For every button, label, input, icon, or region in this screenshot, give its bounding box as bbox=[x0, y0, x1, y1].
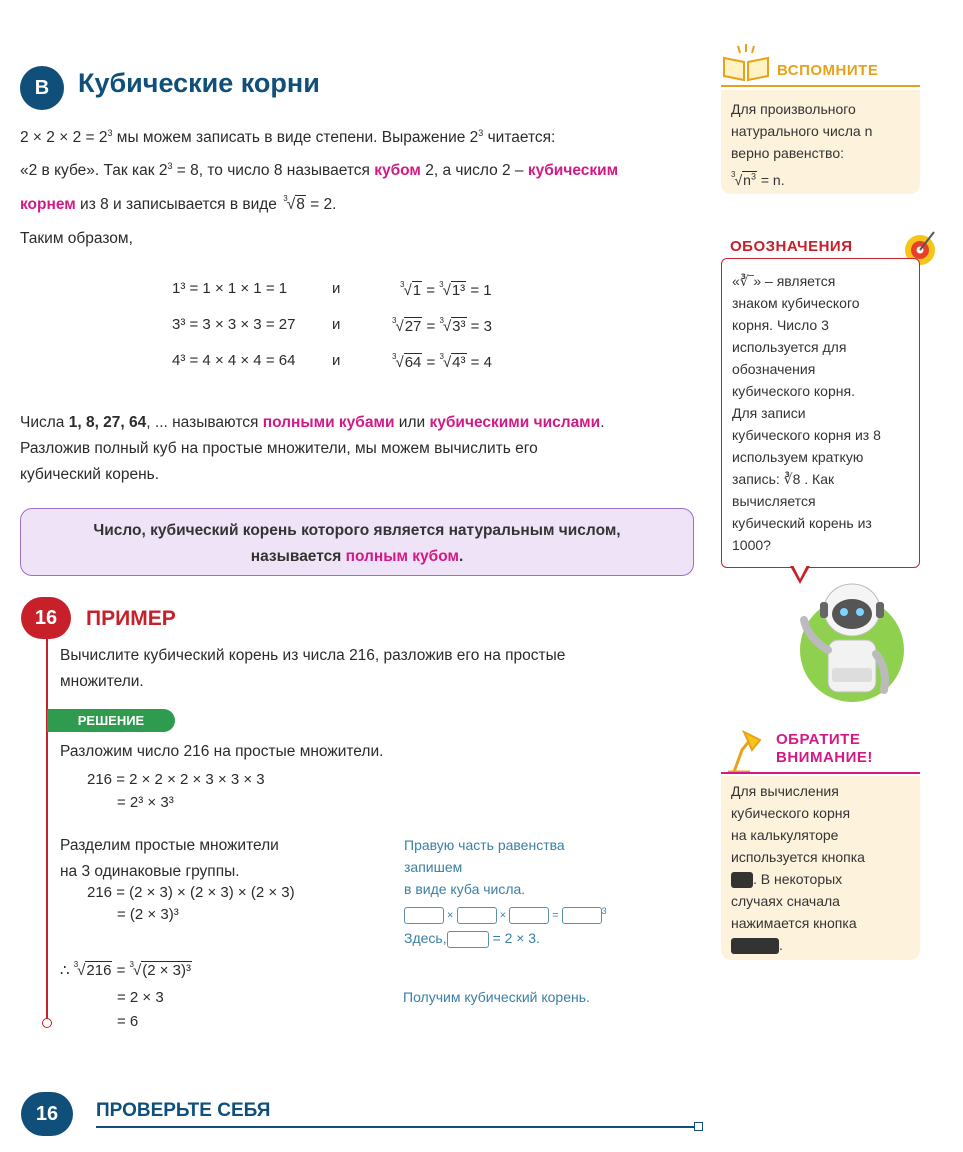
calculator-key bbox=[731, 872, 753, 888]
book-icon bbox=[720, 44, 772, 84]
notation-text: «∛‾» – является знаком кубического корня. Число 3 используется для обозначения кубического корня. Для записи кубического корня из 8 используем краткую запись: ∛8 . Как вычисляется кубический корень из 1000? bbox=[732, 273, 881, 553]
answer-box[interactable] bbox=[509, 907, 549, 924]
perfect-cubes-paragraph: Числа 1, 8, 27, 64, ... называются полными кубами или кубическими числами. Разложив полный куб на простые множители, мы можем вычислить его кубический корень. bbox=[20, 414, 605, 483]
solution-expr: = 6 bbox=[117, 1013, 139, 1030]
example-timeline-end bbox=[42, 1018, 52, 1028]
remember-title: ВСПОМНИТЕ bbox=[777, 62, 879, 79]
answer-box[interactable] bbox=[447, 931, 489, 948]
example-number-badge: 16 bbox=[21, 597, 71, 639]
attention-underline bbox=[721, 772, 920, 774]
example-timeline-line bbox=[46, 630, 48, 1022]
cube-fill-boxes: × × = $^3$ bbox=[404, 906, 607, 924]
term-cube: кубом bbox=[374, 162, 421, 180]
term-cubic: кубическим bbox=[527, 162, 619, 180]
remember-text: Для произвольного натурального числа n верно равенство: $^3√n^3 = n$. bbox=[731, 101, 873, 188]
answer-box[interactable] bbox=[404, 907, 444, 924]
check-number-badge: 16 bbox=[21, 1092, 73, 1136]
solution-label: РЕШЕНИЕ bbox=[47, 709, 175, 732]
solution-expr: = 2 × 3 bbox=[117, 989, 164, 1006]
thus-text: Таким образом, bbox=[20, 230, 133, 247]
solution-expr: 216 = (2 × 3) × (2 × 3) × (2 × 3) bbox=[87, 884, 295, 901]
intro-paragraph: $2 \times 2 \times 2 = 2^3$ мы можем записать в виде степени. Выражение $2^3$ читается: «2 в кубе». Так как $2^3 = 8$, то число 8 называется кубом 2, а число 2 – кубическим корнем из 8 и записывается в виде $^3$√8 = 2. bbox=[20, 128, 619, 214]
attention-text: Для вычисления кубического корня на калькуляторе используется кнопка . В некоторых случаях сначала нажимается кнопка . bbox=[731, 783, 865, 953]
notation-title: ОБОЗНАЧЕНИЯ bbox=[730, 238, 853, 255]
solution-expr: = 2³ × 3³ bbox=[117, 794, 174, 811]
example-title: ПРИМЕР bbox=[86, 607, 176, 630]
solution-expr: = (2 × 3)³ bbox=[117, 906, 179, 923]
calculator-key bbox=[731, 938, 779, 954]
check-underline-end bbox=[694, 1122, 703, 1131]
example-task: Вычислите кубический корень из числа 216, разложив его на простые множители. bbox=[60, 647, 566, 690]
solution-expr: 216 = 2 × 2 × 2 × 3 × 3 × 3 bbox=[87, 771, 265, 788]
solution-root-expr: ∴ $^3$√216 = $^3$√(2 × 3)³ bbox=[60, 960, 191, 979]
section-title: Кубические корни bbox=[78, 68, 320, 98]
hint-result: Получим кубический корень. bbox=[403, 989, 590, 1005]
hint-block: Правую часть равенства запишем в виде куба числа. bbox=[404, 837, 565, 897]
robot-illustration bbox=[790, 574, 906, 704]
answer-box[interactable] bbox=[562, 907, 602, 924]
lamp-icon bbox=[720, 728, 764, 776]
check-title: ПРОВЕРЬТЕ СЕБЯ bbox=[96, 1100, 271, 1121]
remember-underline bbox=[721, 85, 920, 87]
check-underline bbox=[96, 1126, 696, 1128]
solution-step-2: Разделим простые множители на 3 одинаковые группы. bbox=[60, 837, 279, 880]
attention-title: ОБРАТИТЕ ВНИМАНИЕ! bbox=[776, 731, 873, 766]
answer-box[interactable] bbox=[457, 907, 497, 924]
section-badge: В bbox=[20, 66, 64, 110]
solution-step-1: Разложим число 216 на простые множители. bbox=[60, 743, 384, 760]
definition-box: Число, кубический корень которого является натуральным числом, называется полным кубом. bbox=[20, 508, 694, 576]
hint-here: Здесь, = 2 × 3. bbox=[404, 930, 540, 946]
